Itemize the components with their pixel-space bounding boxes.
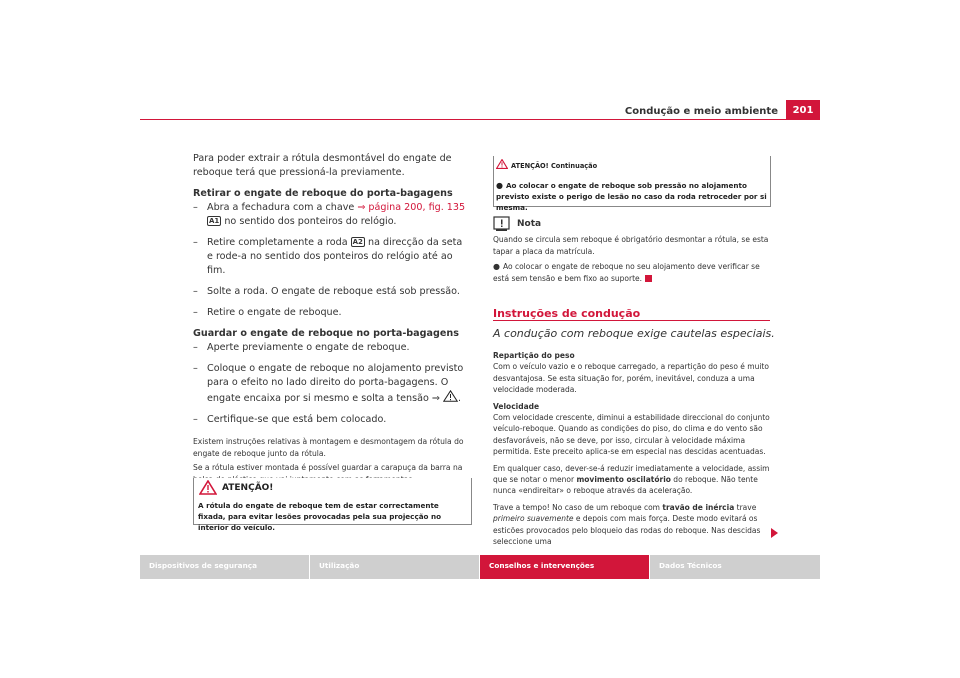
step-item: – Retire o engate de reboque.	[193, 306, 471, 320]
body-text: e depois com mais força. Deste modo evitará os esticões provocados pelo bloqueio das rodas do reboque. Nas descidas seleccione uma	[493, 514, 761, 547]
subheading-weight-distribution: Repartição do peso	[493, 351, 575, 360]
footer-tab-usage[interactable]: Utilização	[310, 555, 479, 579]
note-paragraph: Quando se circula sem reboque é obrigatório desmontar a rótula, se esta tapar a placa da matrícula.	[493, 235, 769, 256]
page-number: 201	[786, 100, 820, 120]
end-of-section-marker	[645, 275, 652, 282]
page-reference-link[interactable]: ⇒ página 200, fig. 135	[357, 202, 466, 213]
callout-badge-a2: A2	[352, 238, 363, 246]
footer-tab-advice[interactable]: Conselhos e intervenções	[480, 555, 649, 579]
warning-text: Ao colocar o engate de reboque sob pressão no alojamento previsto existe o perigo de lesão no caso da roda retroceder por si mesma.	[496, 181, 767, 212]
continue-arrow-icon	[771, 528, 778, 538]
warning-title: ATENÇÃO! Continuação	[511, 162, 598, 170]
body-paragraph: Com o veículo vazio e o reboque carregado, a repartição do peso é muito desvantajosa. Se esta situação for, porém, inevitável, conduza a uma velocidade moderada.	[493, 362, 769, 395]
info-paragraph: Existem instruções relativas à montagem e desmontagem da rótula do engate de reboque junto da rótula.	[193, 437, 464, 458]
step-item: – Certifique-se que está bem colocado.	[193, 413, 471, 427]
section-heading-remove: Retirar o engate de reboque do porta-bagagens	[193, 188, 453, 199]
warning-triangle-icon	[443, 390, 458, 402]
warning-text: A rótula do engate de reboque tem de estar correctamente fixada, para evitar lesões provocadas pela sua projecção no interior do veículo.	[198, 501, 442, 532]
warning-title: ATENÇÃO!	[222, 483, 274, 493]
step-item	[193, 201, 471, 229]
warning-header	[494, 156, 770, 172]
right-column	[493, 350, 773, 548]
body-paragraph: Com velocidade crescente, diminui a estabilidade direccional do conjunto veículo-reboque. Quando as condições do piso, do clima e do vento são desfavoráveis, não se deve, por isso, circular à velocidade máxima permitida. Este preceito aplica-se em especial nas descidas acentuadas.	[493, 413, 770, 457]
emphasis-text: travão de inércia	[662, 502, 735, 512]
warning-box	[193, 478, 472, 532]
footer-tab-safety[interactable]: Dispositivos de segurança	[140, 555, 309, 579]
body-text: trave	[734, 502, 757, 512]
step-item: – Aperte previamente o engate de reboque.	[193, 341, 471, 355]
body-text: Trave a tempo! No caso de um reboque com	[493, 502, 663, 512]
note-title: Nota	[517, 219, 542, 229]
step-text: na direcção da seta e rode-a no sentido dos ponteiros do relógio até ao fim.	[207, 237, 463, 276]
footer-tab-technical-data[interactable]: Dados Técnicos	[650, 555, 820, 579]
warning-box-continued	[493, 156, 771, 212]
left-column	[193, 152, 471, 485]
step-text: Abra a fechadura com a chave	[207, 202, 358, 213]
section-title: Instruções de condução	[493, 307, 641, 320]
step-text: Retire completamente a roda	[207, 237, 351, 248]
step-item	[193, 362, 471, 406]
body-text: do reboque. Não tente nunca «endireitar» o reboque através da aceleração.	[493, 475, 758, 496]
emphasis-text: movimento oscilatório	[576, 475, 671, 485]
warning-triangle-icon	[199, 480, 217, 495]
bullet-dot: ●	[496, 181, 503, 190]
note-icon	[493, 216, 510, 232]
bullet-dot: ●	[493, 262, 500, 272]
warning-header	[194, 478, 471, 498]
warning-triangle-icon	[496, 159, 508, 169]
step-text: Coloque o engate de reboque no alojamento previsto para o efeito no lado direito do porta-bagagens. O engate encaixa por si mesmo e solta a tensão ⇒	[207, 363, 464, 404]
step-text: no sentido dos ponteiros do relógio.	[221, 216, 397, 227]
step-item: – Solte a roda. O engate de reboque está sob pressão.	[193, 285, 471, 299]
body-paragraph	[493, 463, 773, 497]
running-header-title: Condução e meio ambiente	[624, 106, 778, 117]
section-subtitle: A condução com reboque exige cautelas especiais.	[493, 327, 775, 340]
intro-paragraph: Para poder extrair a rótula desmontável do engate de reboque terá que pressioná-la previamente.	[193, 153, 452, 178]
info-paragraph: Se a rótula estiver montada é possível guardar a carapuça da barra na	[193, 463, 463, 472]
italic-text: primeiro suavemente	[493, 514, 574, 524]
section-heading-store: Guardar o engate de reboque no porta-bagagens	[193, 328, 459, 339]
note-paragraph: Ao colocar o engate de reboque no seu alojamento deve verificar se está sem tensão e bem fixo ao suporte.	[493, 262, 760, 283]
callout-badge-a1: A1	[209, 217, 220, 225]
body-text: Em qualquer caso, dever-se-á reduzir imediatamente a velocidade, assim que se notar o menor	[493, 463, 770, 485]
step-item	[193, 236, 471, 278]
warning-bullet	[494, 180, 770, 213]
subheading-speed: Velocidade	[493, 401, 540, 411]
step-text: .	[457, 393, 462, 404]
note-bullet	[493, 261, 773, 284]
body-paragraph	[493, 502, 773, 548]
header-rule	[140, 119, 786, 120]
note-block	[493, 219, 773, 284]
section-rule	[493, 320, 770, 321]
